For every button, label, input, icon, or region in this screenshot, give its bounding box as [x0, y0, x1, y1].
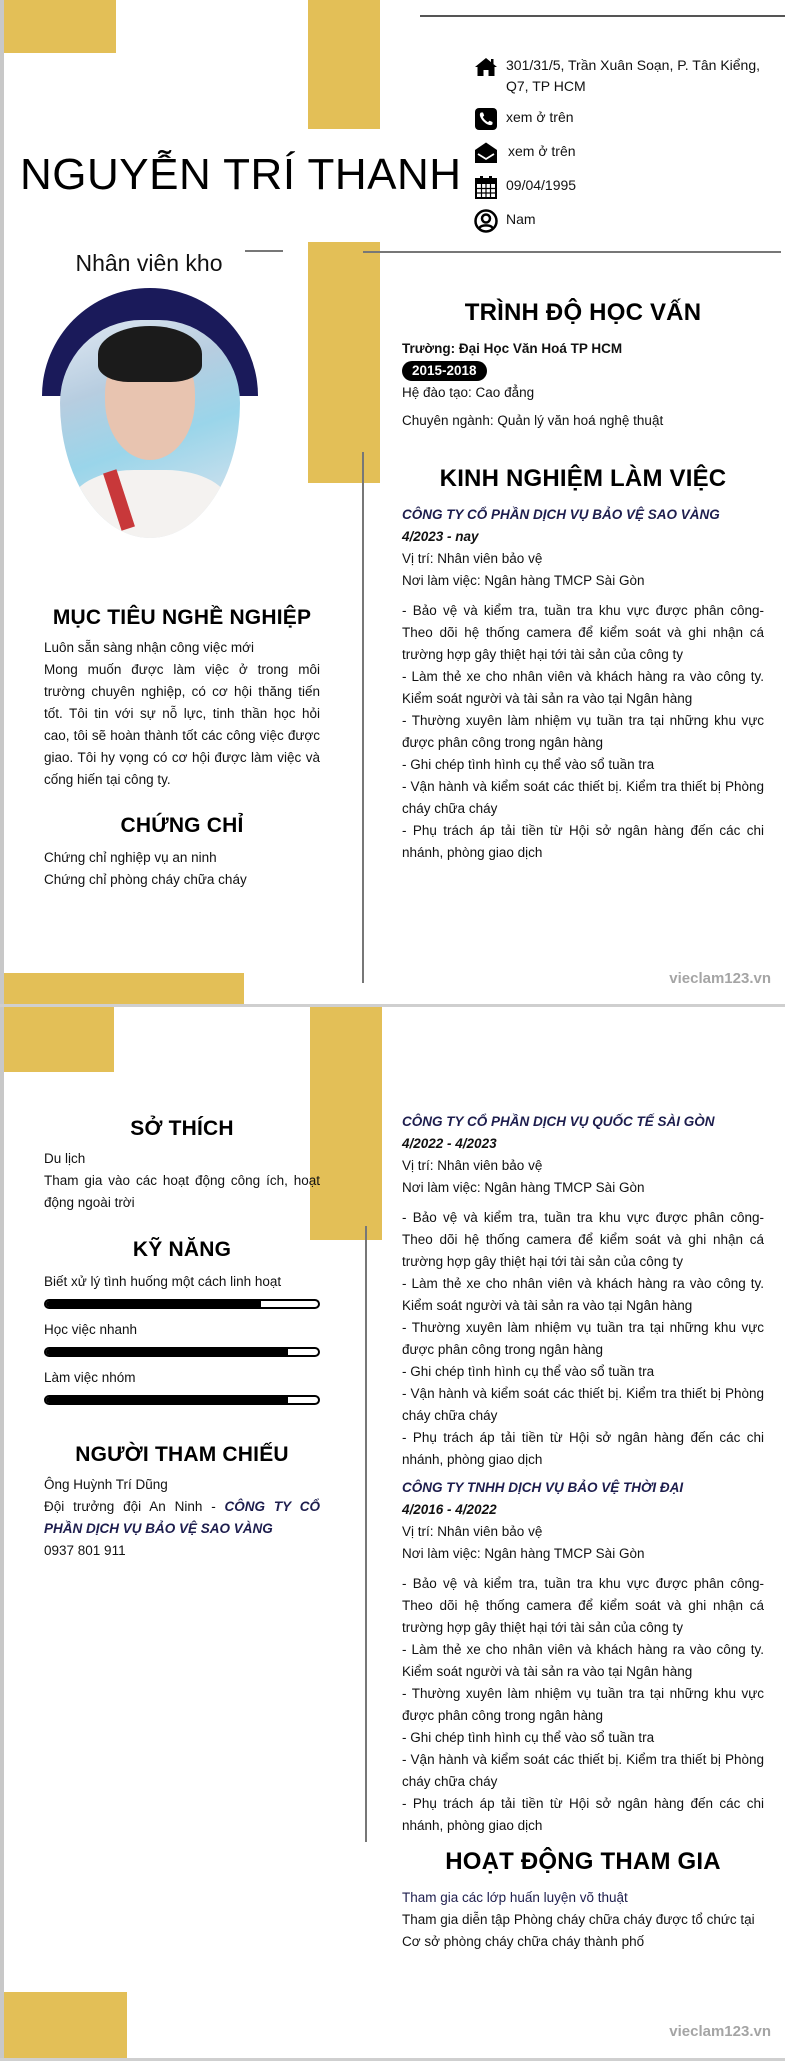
hobby-item: Tham gia vào các hoạt động công ích, hoạt động ngoài trời — [44, 1173, 320, 1210]
job-duty: - Thường xuyên làm nhiệm vụ tuần tra tại những khu vực được phân công trong ngân hàng — [402, 1686, 764, 1723]
contact-info — [474, 55, 784, 243]
job-duty: - Thường xuyên làm nhiệm vụ tuần tra tại những khu vực được phân công trong ngân hàng — [402, 1320, 764, 1357]
skill-bar — [44, 1395, 320, 1405]
job-duty: - Làm thẻ xe cho nhân viên và khách hàng ra vào công ty. Kiểm soát người và tài sản ra vào tại Ngân hàng — [402, 1642, 764, 1679]
job-duty: - Bảo vệ và kiểm tra, tuần tra khu vực được phân công- Theo dõi hệ thống camera để kiểm soát và ghi nhận cá trường hợp gây thiệt hại tới tài sản của công ty — [402, 1210, 764, 1269]
job-company: CÔNG TY CỔ PHẦN DỊCH VỤ BẢO VỆ SAO VÀNG — [402, 507, 720, 522]
job-period: 4/2022 - 4/2023 — [402, 1136, 497, 1151]
job-entry — [402, 504, 764, 864]
cv-page-2 — [4, 1007, 785, 2058]
job-duty: - Làm thẻ xe cho nhân viên và khách hàng ra vào công ty. Kiểm soát người và tài sản ra vào tại Ngân hàng — [402, 669, 764, 706]
candidate-name: NGUYỄN TRÍ THANH — [20, 150, 462, 199]
hobbies-title: SỞ THÍCH — [130, 1117, 234, 1140]
job-duty: - Bảo vệ và kiểm tra, tuần tra khu vực được phân công- Theo dõi hệ thống camera để kiểm soát và ghi nhận cá trường hợp gây thiệt hại tới tài sản của công ty — [402, 1576, 764, 1635]
certificates-section — [44, 815, 320, 891]
hobbies-section — [44, 1118, 320, 1214]
reference-name: Ông Huỳnh Trí Dũng — [44, 1477, 168, 1492]
job-duty: - Phụ trách áp tải tiền từ Hội sở ngân hàng đến các chi nhánh, phòng giao dịch — [402, 1796, 764, 1833]
job-duty: - Ghi chép tình hình cụ thể vào sổ tuần tra — [402, 757, 655, 772]
contact-phone — [474, 107, 784, 131]
watermark: vieclam123.vn — [669, 2023, 771, 2040]
decor-yellow-block-bottom — [4, 1992, 127, 2058]
reference-role: Đội trưởng đội An Ninh - — [44, 1499, 225, 1514]
job-duty: - Thường xuyên làm nhiệm vụ tuần tra tại những khu vực được phân công trong ngân hàng — [402, 713, 764, 750]
certificates-title: CHỨNG CHỈ — [120, 814, 244, 837]
skill-bar-fill — [46, 1397, 288, 1403]
skill-item — [44, 1319, 320, 1357]
job-position: Vị trí: Nhân viên bảo vệ — [402, 1524, 543, 1539]
activity-item: Tham gia diễn tập Phòng cháy chữa cháy được tổ chức tại Cơ sở phòng cháy chữa cháy thành phố — [402, 1912, 755, 1949]
job-workplace: Nơi làm việc: Ngân hàng TMCP Sài Gòn — [402, 1180, 645, 1195]
hobby-item: Du lịch — [44, 1151, 86, 1166]
decor-yellow-bar-middle — [308, 242, 380, 483]
decor-yellow-block-top-left — [4, 1007, 114, 1072]
job-title: Nhân viên kho — [75, 250, 223, 276]
job-period: 4/2023 - nay — [402, 529, 479, 544]
phone-text: xem ở trên — [506, 109, 574, 125]
job-workplace: Nơi làm việc: Ngân hàng TMCP Sài Gòn — [402, 573, 645, 588]
phone-icon — [474, 107, 498, 131]
job-duty: - Bảo vệ và kiểm tra, tuần tra khu vực được phân công- Theo dõi hệ thống camera để kiểm soát và ghi nhận cá trường hợp gây thiệt hại tới tài sản của công ty — [402, 603, 764, 662]
objective-section — [44, 607, 320, 791]
job-entry — [402, 1111, 764, 1471]
education-section — [402, 299, 764, 432]
reference-phone: 0937 801 911 — [44, 1543, 126, 1558]
experience-section — [402, 465, 764, 864]
education-school: Trường: Đại Học Văn Hoá TP HCM — [402, 341, 623, 356]
contact-birthday — [474, 175, 784, 199]
calendar-icon — [474, 175, 498, 199]
job-duties — [402, 1573, 764, 1837]
job-duty: - Phụ trách áp tải tiền từ Hội sở ngân hàng đến các chi nhánh, phòng giao dịch — [402, 1430, 764, 1467]
experience-title: KINH NGHIỆM LÀM VIỆC — [439, 465, 727, 492]
reference-role-line — [44, 1496, 320, 1540]
decor-line-right — [363, 251, 781, 253]
email-icon — [474, 141, 498, 165]
job-duty: - Làm thẻ xe cho nhân viên và khách hàng ra vào công ty. Kiểm soát người và tài sản ra vào tại Ngân hàng — [402, 1276, 764, 1313]
education-major: Chuyên ngành: Quản lý văn hoá nghệ thuật — [402, 413, 664, 428]
objective-body: Mong muốn được làm việc ở trong môi trường chuyên nghiệp, có cơ hội thăng tiến tốt. Tôi tin với sự nỗ lực, tinh thần học hỏi cao, tôi sẽ hoàn thành tốt các công việc được giao. Tôi hy vọng có cơ hội được làm việc và cống hiến tại công ty. — [44, 662, 320, 787]
decor-yellow-block-bottom — [4, 973, 244, 1005]
address-text: 301/31/5, Trần Xuân Soạn, P. Tân Kiểng, Q7, TP HCM — [506, 57, 761, 94]
user-icon — [474, 209, 498, 233]
experience-continued — [402, 1111, 764, 1953]
job-duty: - Ghi chép tình hình cụ thể vào sổ tuần tra — [402, 1730, 655, 1745]
skill-label: Biết xử lý tình huống một cách linh hoạt — [44, 1274, 282, 1289]
skill-bar-fill — [46, 1349, 288, 1355]
objective-line1: Luôn sẵn sàng nhận công việc mới — [44, 640, 254, 655]
job-duty: - Vận hành và kiểm soát các thiết bị. Kiểm tra thiết bị Phòng cháy chữa cháy — [402, 779, 764, 816]
job-company: CÔNG TY TNHH DỊCH VỤ BẢO VỆ THỜI ĐẠI — [402, 1480, 684, 1495]
certificate-item: Chứng chỉ nghiệp vụ an ninh — [44, 850, 217, 865]
home-icon — [474, 55, 498, 79]
decor-vertical-divider — [362, 452, 364, 983]
reference-title: NGƯỜI THAM CHIẾU — [75, 1443, 289, 1466]
decor-yellow-block-top-left — [4, 0, 116, 53]
contact-address — [474, 55, 784, 97]
skill-bar — [44, 1299, 320, 1309]
education-years-badge: 2015-2018 — [402, 361, 487, 381]
activities-title: HOẠT ĐỘNG THAM GIA — [445, 1848, 721, 1875]
job-duty: - Vận hành và kiểm soát các thiết bị. Kiểm tra thiết bị Phòng cháy chữa cháy — [402, 1752, 764, 1789]
watermark: vieclam123.vn — [669, 970, 771, 987]
decor-top-line — [420, 15, 785, 17]
skill-item — [44, 1367, 320, 1405]
skill-item — [44, 1271, 320, 1309]
avatar-photo — [60, 320, 240, 538]
skill-bar-fill — [46, 1301, 261, 1307]
reference-company: CÔNG TY CỔ PHẦN DỊCH VỤ BẢO VỆ SAO VÀNG — [44, 1499, 320, 1536]
decor-vertical-divider — [365, 1226, 367, 1842]
activity-item: Tham gia các lớp huấn luyện võ thuật — [402, 1890, 628, 1905]
gender-text: Nam — [506, 211, 536, 227]
job-company: CÔNG TY CỔ PHẦN DỊCH VỤ QUỐC TẾ SÀI GÒN — [402, 1114, 715, 1129]
contact-gender — [474, 209, 784, 233]
job-duty: - Phụ trách áp tải tiền từ Hội sở ngân hàng đến các chi nhánh, phòng giao dịch — [402, 823, 764, 860]
skill-label: Học việc nhanh — [44, 1322, 138, 1337]
job-workplace: Nơi làm việc: Ngân hàng TMCP Sài Gòn — [402, 1546, 645, 1561]
education-title: TRÌNH ĐỘ HỌC VẤN — [464, 299, 702, 326]
skills-section — [44, 1239, 320, 1415]
reference-section — [44, 1444, 320, 1562]
cv-page-1 — [4, 0, 785, 1005]
skill-bar — [44, 1347, 320, 1357]
job-duties — [402, 600, 764, 864]
job-period: 4/2016 - 4/2022 — [402, 1502, 497, 1517]
job-duty: - Ghi chép tình hình cụ thể vào sổ tuần tra — [402, 1364, 655, 1379]
email-text: xem ở trên — [508, 143, 576, 159]
job-position: Vị trí: Nhân viên bảo vệ — [402, 1158, 543, 1173]
birthday-text: 09/04/1995 — [506, 177, 577, 193]
job-duties — [402, 1207, 764, 1471]
job-position: Vị trí: Nhân viên bảo vệ — [402, 551, 543, 566]
objective-title: MỤC TIÊU NGHỀ NGHIỆP — [52, 606, 312, 629]
skills-title: KỸ NĂNG — [132, 1238, 232, 1261]
certificate-item: Chứng chỉ phòng cháy chữa cháy — [44, 872, 247, 887]
skill-label: Làm việc nhóm — [44, 1370, 136, 1385]
activities-section — [402, 1848, 764, 1953]
decor-yellow-bar-top — [308, 0, 380, 129]
job-entry — [402, 1477, 764, 1837]
decor-yellow-bar-top — [310, 1007, 382, 1240]
job-duty: - Vận hành và kiểm soát các thiết bị. Kiểm tra thiết bị Phòng cháy chữa cháy — [402, 1386, 764, 1423]
education-level: Hệ đào tạo: Cao đẳng — [402, 385, 535, 400]
contact-email — [474, 141, 784, 165]
avatar — [42, 288, 262, 538]
